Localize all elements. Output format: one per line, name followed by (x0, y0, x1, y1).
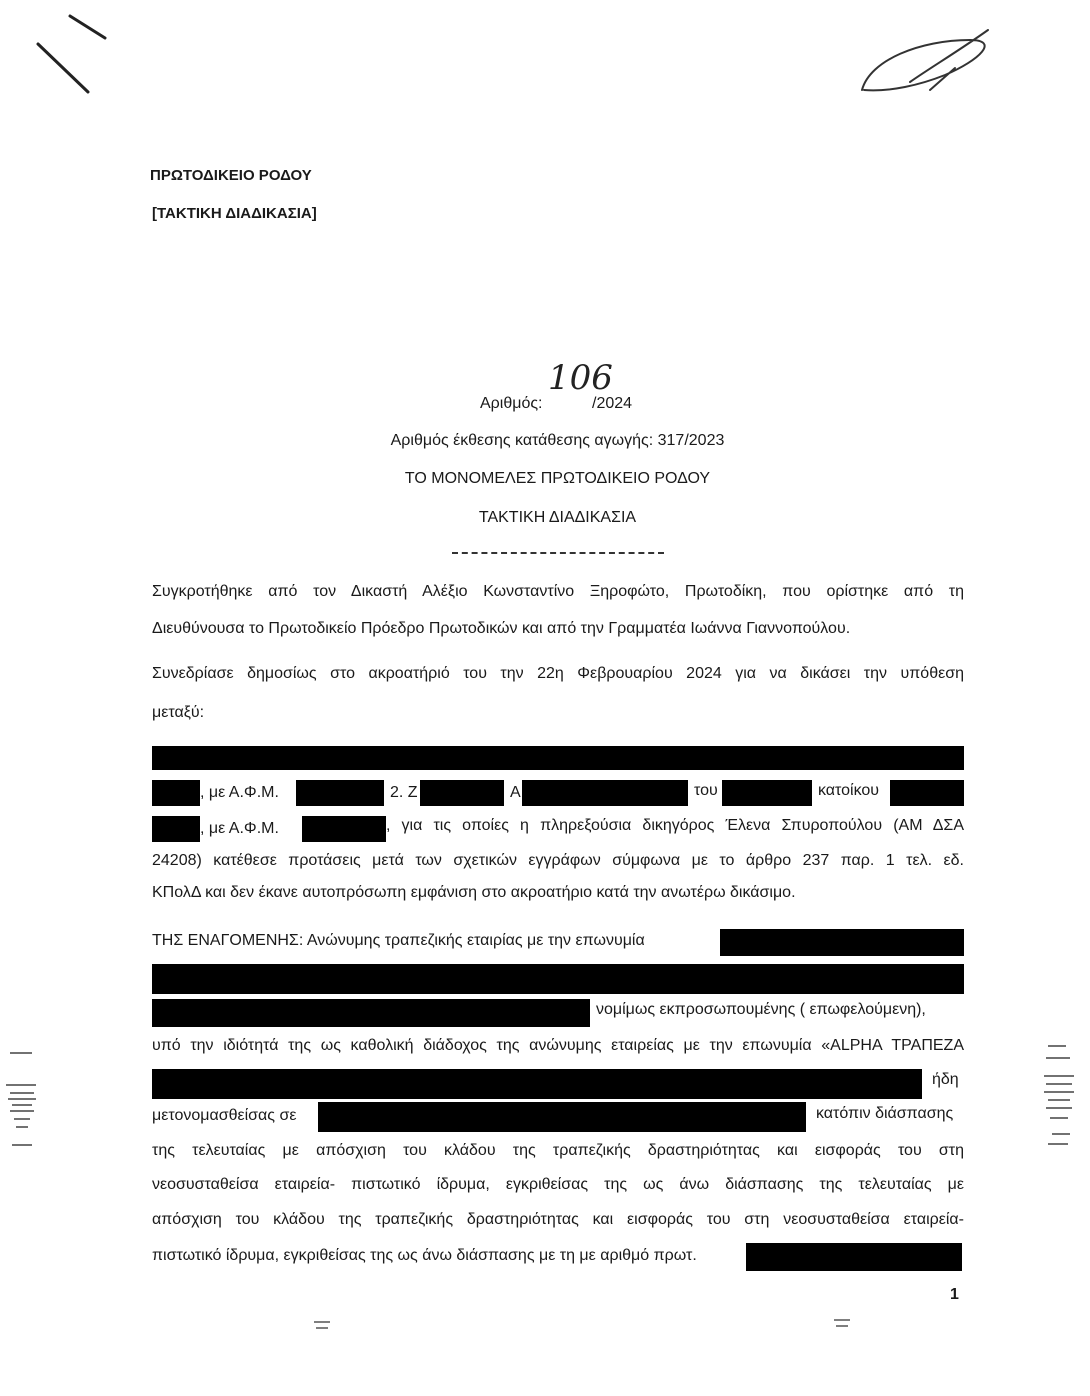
redaction-block (890, 780, 964, 806)
handwritten-number: 106 (548, 358, 613, 398)
procedure-header: [ΤΑΚΤΙΚΗ ΔΙΑΔΙΚΑΣΙΑ] (152, 205, 317, 222)
redaction-block (318, 1102, 806, 1132)
redaction-block (296, 780, 384, 806)
para4-line4: πιστωτικό ίδρυμα, εγκριθείσας της ως άνω διάσπασης με τη με αριθμό πρωτ. (152, 1247, 697, 1264)
court-header: ΠΡΩΤΟΔΙΚΕΙΟ ΡΟΔΟΥ (150, 167, 312, 184)
redaction-block (152, 746, 964, 770)
scan-artifact-mark (310, 1316, 334, 1336)
redaction-block (152, 816, 200, 842)
para4-line2: νεοσυσταθείσα εταιρεία- πιστωτικό ίδρυμα, εγκριθείσας της ως άνω διάσπασης της τελευταίας με (152, 1176, 964, 1193)
redaction-block (302, 816, 386, 842)
redaction-block (720, 929, 964, 956)
redaction-block (152, 999, 590, 1027)
redaction-block (722, 780, 812, 806)
para3-line3: ΚΠολΔ και δεν έκανε αυτοπρόσωπη εμφάνιση στο ακροατήριο κατά την ανωτέρω δικάσιμο. (152, 884, 796, 901)
redaction-block (420, 780, 504, 806)
page-number: 1 (950, 1286, 959, 1303)
scan-artifact-mark (830, 1314, 854, 1334)
title-divider (452, 552, 664, 554)
redaction-block (152, 780, 200, 806)
tou-word: του (694, 782, 718, 799)
corner-staple-mark (30, 8, 120, 98)
number-label: Αριθμός: (480, 395, 543, 412)
plaintiff-2-initial: Α (510, 784, 521, 801)
successor-line: υπό την ιδιότητά της ως καθολική διάδοχος της ανώνυμης εταιρείας με την επωνυμία «ALPHA ΤΡΑΠΕΖΑ (152, 1037, 964, 1054)
para3-line2: 24208) κατέθεσε προτάσεις μετά των σχετικών εγγράφων σύμφωνα με το άρθρο 237 παρ. 1 τελ. εδ. (152, 852, 964, 869)
scan-artifact-mark (1040, 1038, 1080, 1156)
redaction-block (746, 1243, 962, 1271)
procedure-name: ΤΑΚΤΙΚΗ ΔΙΑΔΙΚΑΣΙΑ (478, 509, 637, 526)
para1-line2: Διευθύνουσα το Πρωτοδικείο Πρόεδρο Πρωτοδικών και από την Γραμματέα Ιωάννα Γιαννοπούλου. (152, 620, 851, 637)
scan-artifact-mark (2, 1045, 42, 1155)
redaction-block (152, 964, 964, 994)
para2-line2: μεταξύ: (152, 704, 205, 721)
court-name: ΤΟ ΜΟΝΟΜΕΛΕΣ ΠΡΩΤΟΔΙΚΕΙΟ ΡΟΔΟΥ (404, 470, 711, 487)
split-text: κατόπιν διάσπασης (816, 1105, 954, 1122)
renamed-text: μετονομασθείσας σε (152, 1107, 297, 1124)
redaction-block (522, 780, 688, 806)
represented-text: νομίμως εκπροσωπουμένης ( επωφελούμενη), (596, 1001, 926, 1018)
defendant-label: ΤΗΣ ΕΝΑΓΟΜΕΝΗΣ: Ανώνυμης τραπεζικής εταιρίας με την επωνυμία (152, 932, 645, 949)
afm-label: , με Α.Φ.Μ. (200, 784, 279, 801)
para4-line3: απόσχιση του κλάδου της τραπεζικής δραστηριότητας και εισφοράς του στη νεοσυσταθείσα εταιρεία- (152, 1211, 964, 1228)
idi-word: ήδη (932, 1071, 959, 1088)
para1-line1: Συγκροτήθηκε από τον Δικαστή Αλέξιο Κωνσταντίνο Ξηροφώτο, Πρωτοδίκη, που ορίστηκε από τη (152, 583, 964, 600)
plaintiff-2-number: 2. Ζ (390, 784, 418, 801)
para4-line1: της τελευταίας με απόσχιση του κλάδου της τραπεζικής δραστηριότητας και εισφοράς του στη (152, 1142, 964, 1159)
katoikou-word: κατοίκου (818, 782, 880, 799)
signature-initial-mark (850, 20, 1000, 100)
afm-label: , με Α.Φ.Μ. (200, 820, 279, 837)
filing-number: Αριθμός έκθεσης κατάθεσης αγωγής: 317/2023 (390, 432, 725, 449)
para3-line1: , για τις οποίες η πληρεξούσια δικηγόρος Έλενα Σπυροπούλου (ΑΜ ΔΣΑ (386, 817, 964, 834)
redaction-block (152, 1069, 922, 1099)
para2-line1: Συνεδρίασε δημοσίως στο ακροατήριό του την 22η Φεβρουαρίου 2024 για να δικάσει την υπόθεση (152, 665, 964, 682)
number-year: /2024 (592, 395, 633, 412)
